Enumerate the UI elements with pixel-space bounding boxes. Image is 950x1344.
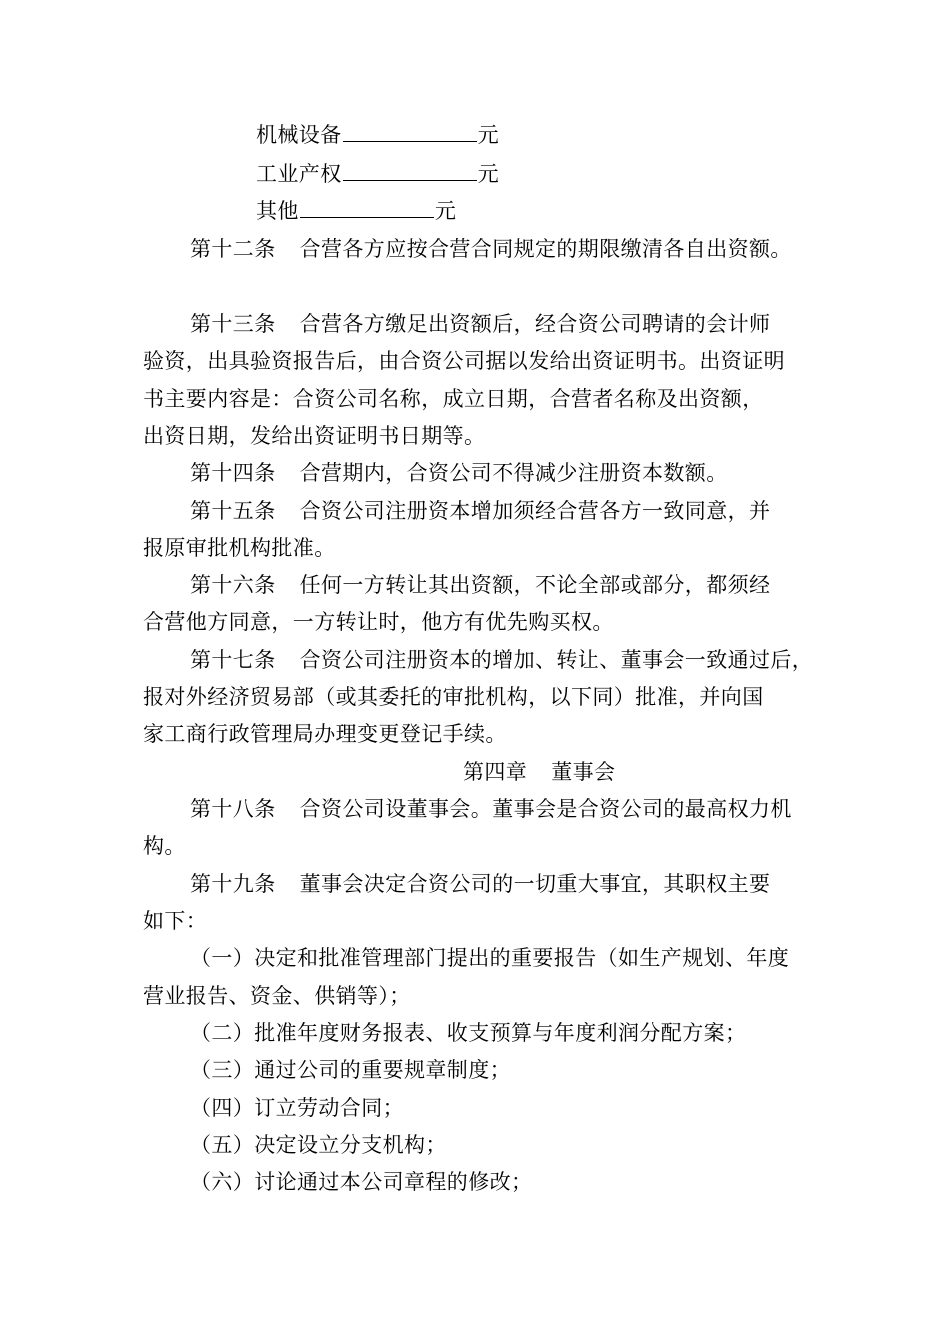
capital-item-label: 机械设备	[256, 123, 342, 147]
article-16	[190, 570, 770, 600]
power-item-1: （一）决定和批准管理部门提出的重要报告（如生产规划、年度	[190, 946, 790, 970]
capital-item-unit: 元	[434, 199, 457, 223]
article-text: 任何一方转让其出资额，不论全部或部分，都须经	[299, 573, 771, 597]
power-item-1-cont: 营业报告、资金、供销等）；	[143, 984, 411, 1008]
power-item-3: （三）通过公司的重要规章制度；	[190, 1058, 511, 1082]
article-17-line-2: 报对外经济贸易部（或其委托的审批机构，以下同）批准，并向国	[143, 685, 764, 709]
article-15-line-2: 报原审批机构批准。	[143, 536, 336, 560]
power-item-4: （四）订立劳动合同；	[190, 1096, 404, 1120]
capital-item-other	[256, 196, 456, 226]
article-13-line-3: 书主要内容是：合资公司名称，成立日期，合营者名称及出资额，	[143, 387, 764, 411]
article-14	[190, 458, 728, 488]
article-text: 合营各方应按合营合同规定的期限缴清各自出资额。	[299, 237, 792, 261]
article-number: 第十八条	[190, 797, 276, 821]
article-text: 合营各方缴足出资额后，经合资公司聘请的会计师	[299, 312, 771, 336]
article-19	[190, 869, 770, 899]
article-17	[190, 645, 813, 675]
capital-item-machinery	[256, 120, 499, 150]
article-number: 第十二条	[190, 237, 276, 261]
article-17-line-3: 家工商行政管理局办理变更登记手续。	[143, 722, 507, 746]
article-number: 第十四条	[190, 461, 276, 485]
fill-blank	[343, 160, 477, 181]
article-text: 合资公司设董事会。董事会是合资公司的最高权力机	[299, 797, 792, 821]
power-item-5: （五）决定设立分支机构；	[190, 1133, 447, 1157]
article-text: 合资公司注册资本的增加、转让、董事会一致通过后，	[299, 648, 814, 672]
article-18	[190, 794, 792, 824]
article-13-line-2: 验资，出具验资报告后，由合资公司据以发给出资证明书。出资证明	[143, 349, 785, 373]
fill-blank	[300, 197, 434, 218]
power-item-6: （六）讨论通过本公司章程的修改；	[190, 1170, 533, 1194]
article-text: 合资公司注册资本增加须经合营各方一致同意，并	[299, 499, 771, 523]
article-text: 合营期内，合资公司不得减少注册资本数额。	[299, 461, 728, 485]
article-number: 第十三条	[190, 312, 276, 336]
article-12	[190, 234, 792, 264]
article-number: 第十九条	[190, 872, 276, 896]
capital-item-unit: 元	[477, 162, 500, 186]
chapter-title: 董事会	[551, 760, 616, 784]
article-number: 第十五条	[190, 499, 276, 523]
capital-item-label: 其他	[256, 199, 299, 223]
power-item-2: （二）批准年度财务报表、收支预算与年度利润分配方案；	[190, 1021, 747, 1045]
article-18-line-2: 构。	[143, 834, 186, 858]
capital-item-unit: 元	[477, 123, 500, 147]
article-number: 第十七条	[190, 648, 276, 672]
article-16-line-2: 合营他方同意，一方转让时，他方有优先购买权。	[143, 610, 614, 634]
article-13	[190, 309, 770, 339]
fill-blank	[343, 121, 477, 142]
chapter-heading	[463, 757, 615, 787]
article-text: 董事会决定合资公司的一切重大事宜，其职权主要	[299, 872, 771, 896]
article-19-line-2: 如下：	[143, 909, 208, 933]
chapter-number: 第四章	[463, 760, 528, 784]
capital-item-ip	[256, 159, 499, 189]
article-13-line-4: 出资日期，发给出资证明书日期等。	[143, 424, 486, 448]
article-number: 第十六条	[190, 573, 276, 597]
capital-item-label: 工业产权	[256, 162, 342, 186]
article-15	[190, 496, 770, 526]
